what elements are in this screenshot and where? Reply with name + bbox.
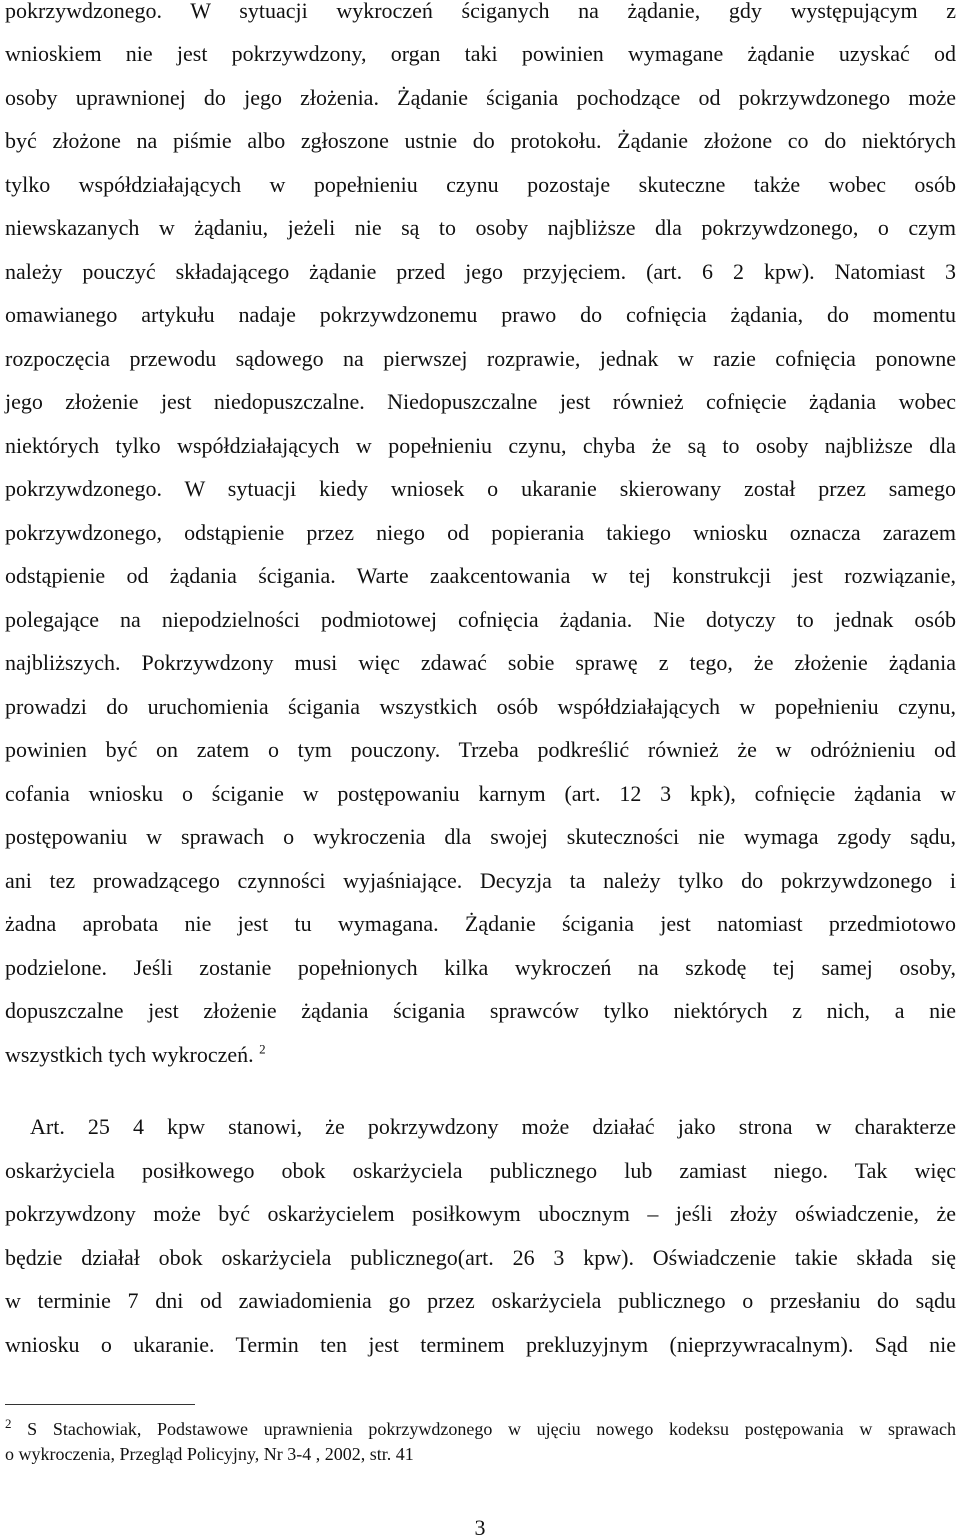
text-line: cofania wniosku o ściganie w postępowaniu karnym (art. 12 3 kpk), cofnięcie żądania w bbox=[5, 781, 956, 806]
footnote-separator bbox=[5, 1404, 195, 1405]
text-line: pokrzywdzony może być oskarżycielem posiłkowym ubocznym – jeśli złoży oświadczenie, że bbox=[5, 1201, 956, 1226]
text-line: tylko współdziałających w popełnieniu czynu pozostaje skuteczne także wobec osób bbox=[5, 172, 956, 197]
text-line-last bbox=[5, 1042, 956, 1068]
text-line: podzielone. Jeśli zostanie popełnionych kilka wykroczeń na szkodę tej samej osoby, bbox=[5, 955, 956, 980]
text-line: żadna aprobata nie jest tu wymagana. Żądanie ścigania jest natomiast przedmiotowo bbox=[5, 911, 956, 936]
text-line-content: wszystkich tych wykroczeń. bbox=[5, 1042, 254, 1067]
text-line: polegające na niepodzielności podmiotowej cofnięcia żądania. Nie dotyczy to jednak osób bbox=[5, 607, 956, 632]
footnote-number: 2 bbox=[5, 1416, 12, 1431]
text-line: w terminie 7 dni od zawiadomienia go przez oskarżyciela publicznego o przesłaniu do sądu bbox=[5, 1288, 956, 1313]
text-line: niewskazanych w żądaniu, jeżeli nie są to osoby najbliższe dla pokrzywdzonego, o czym bbox=[5, 215, 956, 240]
page-number: 3 bbox=[474, 1515, 486, 1540]
text-line: pokrzywdzonego. W sytuacji wykroczeń ściganych na żądanie, gdy występującym z bbox=[5, 0, 956, 23]
text-line: oskarżyciela posiłkowego obok oskarżyciela publicznego lub zamiast niego. Tak więc bbox=[5, 1158, 956, 1183]
text-line: wnioskiem nie jest pokrzywdzony, organ taki powinien wymagane żądanie uzyskać od bbox=[5, 41, 956, 66]
text-line: pokrzywdzonego. W sytuacji kiedy wniosek o ukaranie skierowany został przez samego bbox=[5, 476, 956, 501]
text-line: wniosku o ukaranie. Termin ten jest terminem prekluzyjnym (nieprzywracalnym). Sąd nie bbox=[5, 1332, 956, 1357]
text-line: odstąpienie od żądania ścigania. Warte zaakcentowania w tej konstrukcji jest rozwiązanie, bbox=[5, 563, 956, 588]
footnote-reference: 2 bbox=[259, 1041, 266, 1057]
text-line: należy pouczyć składającego żądanie przed jego przyjęciem. (art. 6 2 kpw). Natomiast 3 bbox=[5, 259, 956, 284]
footnote-text: S Stachowiak, Podstawowe uprawnienia pokrzywdzonego w ujęciu nowego kodeksu postępowania w sprawach bbox=[11, 1419, 956, 1439]
text-line: niektórych tylko współdziałających w popełnieniu czynu, chyba że są to osoby najbliższe dla bbox=[5, 433, 956, 458]
footnote-line: o wykroczenia, Przegląd Policyjny, Nr 3-4 , 2002, str. 41 bbox=[5, 1444, 414, 1464]
text-line: Art. 25 4 kpw stanowi, że pokrzywdzony może działać jako strona w charakterze bbox=[30, 1114, 956, 1139]
text-line: rozpoczęcia przewodu sądowego na pierwszej rozprawie, jednak w razie cofnięcia ponowne bbox=[5, 346, 956, 371]
text-line: omawianego artykułu nadaje pokrzywdzonemu prawo do cofnięcia żądania, do momentu bbox=[5, 302, 956, 327]
text-line: jego złożenie jest niedopuszczalne. Niedopuszczalne jest również cofnięcie żądania wobec bbox=[5, 389, 956, 414]
text-line: ani tez prowadzącego czynności wyjaśniające. Decyzja ta należy tylko do pokrzywdzonego i bbox=[5, 868, 956, 893]
text-line: być złożone na piśmie albo zgłoszone ustnie do protokołu. Żądanie złożone co do niektórych bbox=[5, 128, 956, 153]
text-line: najbliższych. Pokrzywdzony musi więc zdawać sobie sprawę z tego, że złożenie żądania bbox=[5, 650, 956, 675]
text-line: osoby uprawnionej do jego złożenia. Żądanie ścigania pochodzące od pokrzywdzonego może bbox=[5, 85, 956, 110]
footnote-line bbox=[5, 1418, 956, 1440]
text-line: postępowaniu w sprawach o wykroczenia dla swojej skuteczności nie wymaga zgody sądu, bbox=[5, 824, 956, 849]
text-line: będzie działał obok oskarżyciela publicznego(art. 26 3 kpw). Oświadczenie takie składa się bbox=[5, 1245, 956, 1270]
text-line: pokrzywdzonego, odstąpienie przez niego od popierania takiego wniosku oznacza zarazem bbox=[5, 520, 956, 545]
text-line: dopuszczalne jest złożenie żądania ścigania sprawców tylko niektórych z nich, a nie bbox=[5, 998, 956, 1023]
text-line: powinien być on zatem o tym pouczony. Trzeba podkreślić również że w odróżnieniu od bbox=[5, 737, 956, 762]
text-line: prowadzi do uruchomienia ścigania wszystkich osób współdziałających w popełnieniu czynu, bbox=[5, 694, 956, 719]
